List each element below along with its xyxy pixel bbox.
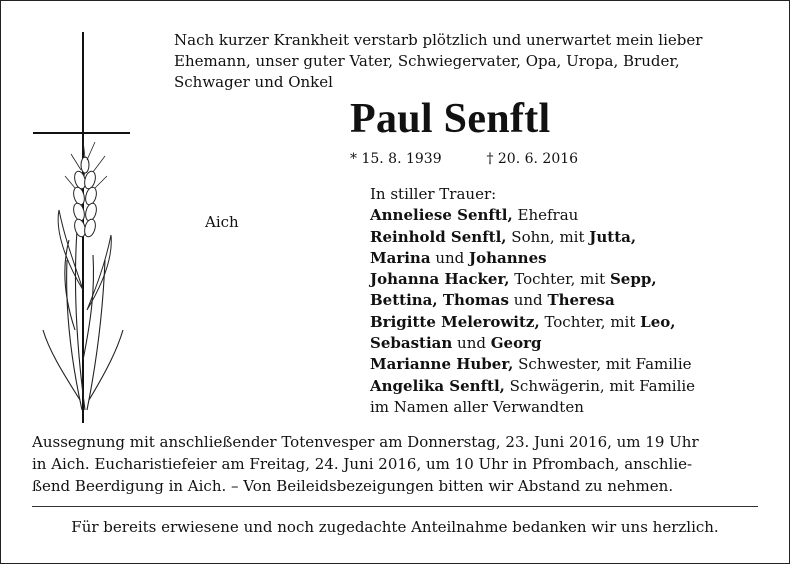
death-date: † 20. 6. 2016 bbox=[486, 151, 579, 167]
mourner-name: Theresa bbox=[547, 291, 615, 310]
intro-line: Ehemann, unser guter Vater, Schwiegervater, Opa, Uropa, Bruder, bbox=[174, 52, 680, 70]
mourner-relation: und bbox=[452, 334, 491, 353]
mourner-line bbox=[370, 354, 695, 375]
mourner-relation: Ehefrau bbox=[512, 206, 579, 225]
mourner-name: Georg bbox=[490, 334, 542, 353]
service-line: Aussegnung mit anschließender Totenvesper am Donnerstag, 23. Juni 2016, um 19 Uhr bbox=[32, 433, 699, 451]
mourner-name: Leo, bbox=[640, 312, 676, 331]
mourner-name: Brigitte Melerowitz, bbox=[370, 312, 540, 331]
mourner-line bbox=[370, 205, 695, 226]
mourner-name: Sepp, bbox=[609, 270, 657, 289]
mourner-relation: und bbox=[430, 248, 470, 267]
mourner-line bbox=[370, 269, 695, 290]
mourner-relation: Schwägerin, mit Familie bbox=[504, 376, 696, 395]
mourner-name: Reinhold Senftl, bbox=[370, 227, 507, 246]
mourning-heading: In stiller Trauer: bbox=[370, 185, 497, 203]
mourner-relation: Sohn, mit bbox=[506, 227, 590, 246]
mourner-line bbox=[370, 290, 695, 311]
mourner-name: Marianne Huber, bbox=[370, 355, 514, 374]
life-dates bbox=[350, 150, 578, 168]
mourner-line bbox=[370, 397, 695, 418]
mourner-relation: im Namen aller Verwandten bbox=[370, 397, 584, 416]
mourner-name: Johanna Hacker, bbox=[370, 270, 510, 289]
mourner-line bbox=[370, 333, 695, 354]
mourner-list bbox=[370, 205, 695, 418]
mourner-name: Bettina, Thomas bbox=[370, 291, 509, 310]
mourner-relation: Tochter, mit bbox=[539, 312, 641, 331]
place-name: Aich bbox=[205, 213, 239, 231]
mourner-name: Jutta, bbox=[589, 227, 637, 246]
mourner-name: Johannes bbox=[469, 248, 547, 267]
service-line: ßend Beerdigung in Aich. – Von Beileidsbezeigungen bitten wir Abstand zu nehmen. bbox=[32, 477, 674, 495]
mourner-line bbox=[370, 248, 695, 269]
intro-text bbox=[174, 30, 758, 93]
divider bbox=[32, 506, 758, 507]
mourner-name: Sebastian bbox=[370, 334, 453, 353]
cross-with-wheat-icon bbox=[25, 30, 140, 425]
service-line: in Aich. Eucharistiefeier am Freitag, 24. Juni 2016, um 10 Uhr in Pfrombach, anschlie- bbox=[32, 455, 693, 473]
intro-line: Nach kurzer Krankheit verstarb plötzlich und unerwartet mein lieber bbox=[174, 31, 703, 49]
mourner-name: Marina bbox=[370, 248, 431, 267]
mourners-block bbox=[370, 184, 695, 418]
service-text bbox=[32, 431, 758, 497]
mourner-name: Angelika Senftl, bbox=[370, 376, 505, 395]
birth-date: * 15. 8. 1939 bbox=[350, 151, 442, 167]
thanks-text: Für bereits erwiesene und noch zugedachte Anteilnahme bedanken wir uns herzlich. bbox=[71, 518, 719, 536]
mourner-relation: Schwester, mit Familie bbox=[513, 355, 692, 374]
mourner-line bbox=[370, 376, 695, 397]
deceased-name: Paul Senftl bbox=[350, 96, 551, 142]
mourner-name: Anneliese Senftl, bbox=[370, 206, 513, 225]
mourner-relation: Tochter, mit bbox=[509, 270, 610, 289]
intro-line: Schwager und Onkel bbox=[174, 73, 333, 91]
mourner-line bbox=[370, 227, 695, 248]
mourner-relation: und bbox=[508, 291, 548, 310]
mourner-line bbox=[370, 312, 695, 333]
